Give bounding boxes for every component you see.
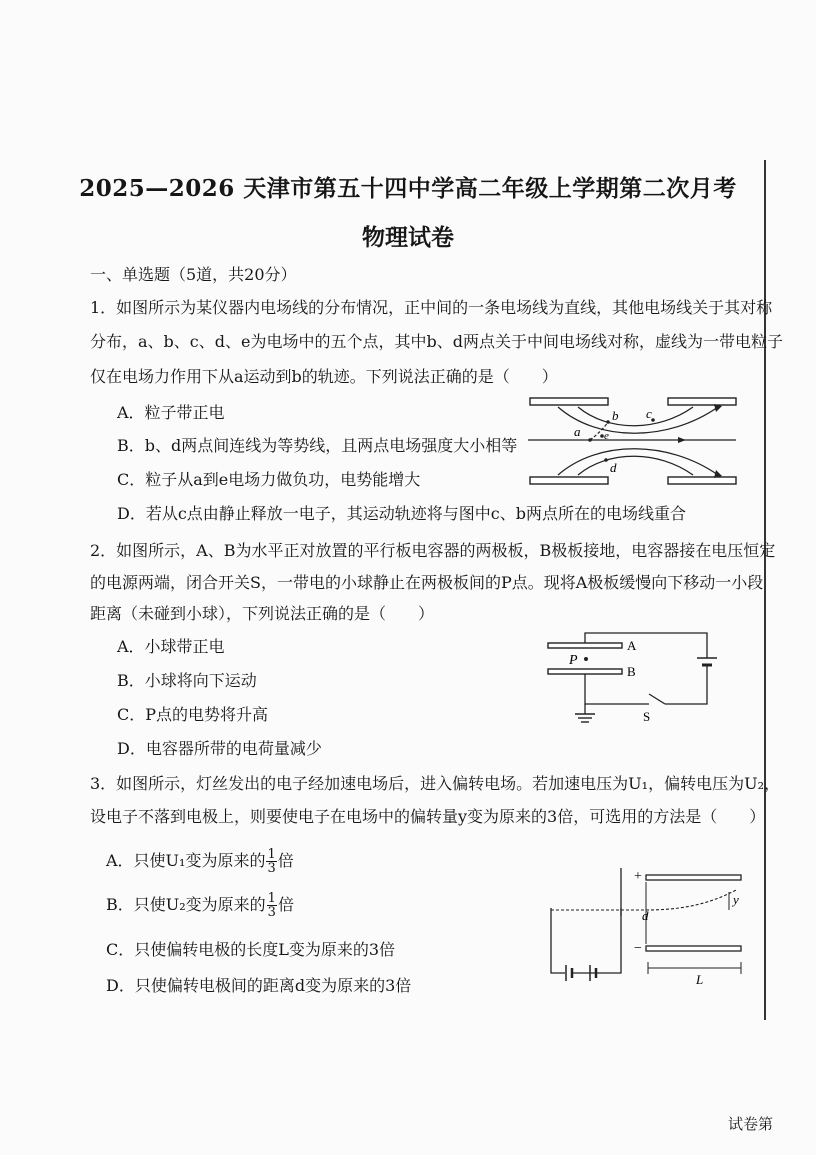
q3-deflection-figure — [546, 868, 746, 988]
q3-acceleration-circuit — [551, 908, 621, 973]
q3-label-d: d — [642, 908, 649, 923]
q3-option-a-suffix: 倍 — [277, 851, 294, 870]
q1-stem-line2: 分布，a、b、c、d、e为电场中的五个点，其中b、d两点关于中间电场线对称，虚线为一带电粒子 — [90, 332, 783, 351]
q3-option-a-fraction — [266, 848, 276, 875]
q1-label-b: b — [612, 408, 619, 423]
q2-stem-line2: 的电源两端，闭合开关S，一带电的小球静止在两极板间的P点。现将A极板缓慢向下移动一小段 — [90, 573, 764, 592]
q2-label-a: A — [627, 638, 637, 653]
q3-upper-deflection-plate — [646, 875, 741, 880]
q3-option-d: D．只使偏转电极间的距离d变为原来的3倍 — [106, 976, 412, 995]
q1-lower-outer-field-line — [558, 449, 718, 475]
q2-label-s: S — [643, 709, 651, 724]
q2-plate-a — [548, 643, 622, 648]
q2-wire-bottom — [585, 674, 649, 704]
q1-top-left-electrode — [530, 398, 608, 405]
q2-stem-line3: 距离（未碰到小球），下列说法正确的是（ ） — [90, 604, 435, 623]
q1-label-e: e — [604, 430, 609, 442]
q3-option-a-prefix: A．只使U₁变为原来的 — [106, 851, 266, 870]
q3-option-b — [106, 892, 294, 919]
q3-stem-line1: 3．如图所示，灯丝发出的电子经加速电场后，进入偏转电场。若加速电压为U₁，偏转电压为U₂， — [90, 774, 780, 793]
q3-lower-deflection-plate — [646, 946, 741, 951]
q1-option-b: B．b、d两点间连线为等势线，且两点电场强度大小相等 — [117, 436, 518, 455]
exam-title: 2025—2026 天津市第五十四中学高二年级上学期第二次月考 — [79, 175, 737, 202]
q2-option-b: B．小球将向下运动 — [117, 671, 257, 690]
q1-option-c: C．粒子从a到e电场力做负功，电势能增大 — [117, 470, 421, 489]
q2-stem-line1: 2．如图所示，A、B为水平正对放置的平行板电容器的两极板，B极板接地，电容器接在电压恒定 — [90, 541, 776, 560]
fraction-numerator: 1 — [267, 847, 276, 862]
q3-label-minus: − — [634, 941, 642, 956]
q2-wire-right — [665, 665, 707, 704]
q2-option-a: A．小球带正电 — [117, 637, 225, 656]
q3-stem-line2: 设电子不落到电极上，则要使电子在电场中的偏转量y变为原来的3倍，可选用的方法是（ ） — [90, 807, 766, 826]
q3-label-y: y — [733, 892, 739, 907]
page-footer: 试卷第 — [728, 1115, 774, 1133]
fraction-denominator: 3 — [267, 861, 276, 876]
q3-option-a — [106, 848, 294, 875]
q1-label-c: c — [646, 406, 652, 421]
fraction-denominator: 3 — [267, 905, 276, 920]
q1-point-d — [604, 458, 608, 462]
q2-option-c: C．P点的电势将升高 — [117, 705, 269, 724]
q3-option-b-suffix: 倍 — [277, 895, 294, 914]
q1-label-a: a — [574, 424, 581, 439]
q1-option-a: A．粒子带正电 — [117, 403, 225, 422]
q1-bottom-left-electrode — [530, 477, 608, 484]
q1-stem-line3: 仅在电场力作用下从a运动到b的轨迹。下列说法正确的是（ ） — [90, 367, 558, 386]
q3-label-l: L — [696, 972, 704, 987]
q3-deflected-path — [646, 890, 736, 910]
page-edge-line — [764, 160, 766, 1020]
q1-upper-outer-field-line — [558, 407, 718, 433]
section-heading: 一、单选题（5道，共20分） — [90, 265, 297, 284]
q2-label-b: B — [627, 664, 636, 679]
q1-option-d: D．若从c点由静止释放一电子，其运动轨迹将与图中c、b两点所在的电场线重合 — [117, 504, 686, 523]
q1-upper-field-line — [578, 407, 693, 426]
q2-capacitor-circuit-figure — [545, 628, 730, 728]
q1-top-right-electrode — [668, 398, 736, 405]
q1-label-d: d — [610, 460, 617, 475]
q1-electric-field-figure — [528, 392, 738, 492]
q3-option-c: C．只使偏转电极的长度L变为原来的3倍 — [106, 940, 396, 959]
q3-option-b-prefix: B．只使U₂变为原来的 — [106, 895, 266, 914]
q2-plate-b — [548, 669, 622, 674]
q1-lower-field-line — [578, 456, 693, 475]
q2-switch-s — [649, 694, 665, 704]
q2-point-p — [584, 657, 588, 661]
q1-point-b — [606, 420, 610, 424]
q3-label-plus: + — [634, 869, 642, 884]
q2-label-p: P — [569, 653, 578, 668]
q1-point-a — [588, 438, 592, 442]
q2-option-d: D．电容器所带的电荷量减少 — [117, 739, 322, 758]
q1-stem-line1: 1．如图所示为某仪器内电场线的分布情况，正中间的一条电场线为直线，其他电场线关于其对称 — [90, 298, 773, 317]
fraction-numerator: 1 — [267, 891, 276, 906]
exam-subtitle: 物理试卷 — [362, 224, 454, 251]
q1-bottom-right-electrode — [668, 477, 736, 484]
q3-option-b-fraction — [267, 892, 277, 919]
q1-arrowhead — [678, 437, 686, 443]
